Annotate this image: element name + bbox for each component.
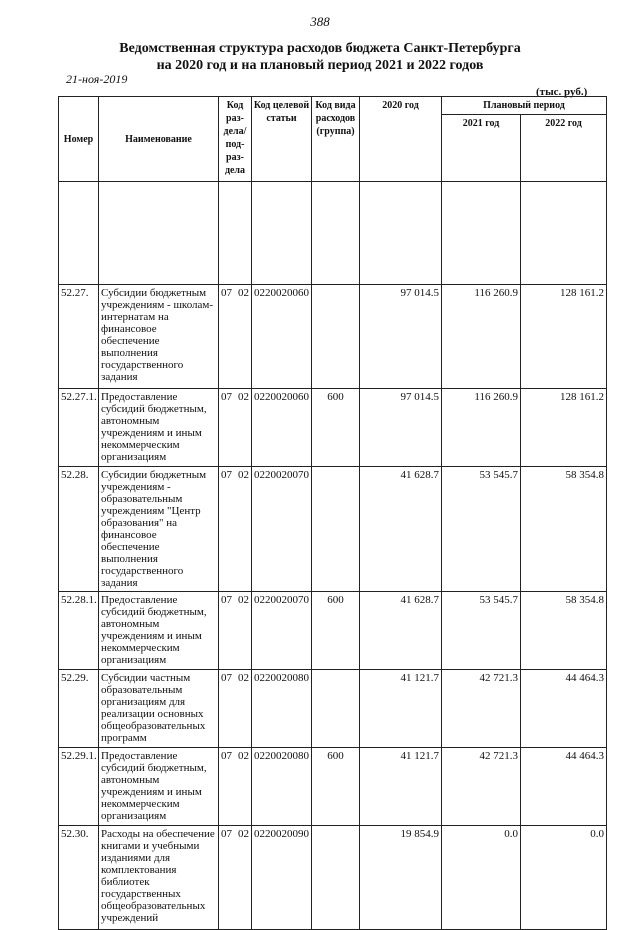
row-amount-2022: 44 464.3 bbox=[521, 670, 607, 748]
spacer-row bbox=[59, 182, 607, 285]
units-label: (тыс. руб.) bbox=[536, 86, 588, 98]
row-amount-2021: 53 545.7 bbox=[442, 467, 521, 592]
header-number: Номер bbox=[59, 97, 99, 182]
row-amount-2021: 116 260.9 bbox=[442, 389, 521, 467]
row-section-code bbox=[219, 670, 252, 748]
row-expense-type bbox=[312, 285, 360, 389]
row-section-code bbox=[219, 592, 252, 670]
row-amount-2020: 41 121.7 bbox=[360, 670, 442, 748]
row-razdel: 07 bbox=[221, 828, 232, 840]
budget-table bbox=[58, 96, 607, 930]
row-amount-2021: 53 545.7 bbox=[442, 592, 521, 670]
row-amount-2022: 128 161.2 bbox=[521, 285, 607, 389]
header-name: Наименование bbox=[99, 97, 219, 182]
row-amount-2020: 41 628.7 bbox=[360, 592, 442, 670]
row-name: Предоставление субсидий бюджетным, автономным учреждениям и иным некоммерческим организациям bbox=[99, 748, 219, 826]
row-number: 52.30. bbox=[59, 826, 99, 930]
row-section-code bbox=[219, 748, 252, 826]
header-expense-type: Код вида расходов (группа) bbox=[312, 97, 360, 182]
page-number: 388 bbox=[310, 14, 330, 29]
row-razdel: 07 bbox=[221, 750, 232, 762]
row-number: 52.28.1. bbox=[59, 592, 99, 670]
table-row bbox=[59, 670, 607, 748]
row-expense-type bbox=[312, 467, 360, 592]
row-number: 52.27.1. bbox=[59, 389, 99, 467]
row-section-code bbox=[219, 285, 252, 389]
row-expense-type: 600 bbox=[312, 748, 360, 826]
row-expense-type: 600 bbox=[312, 592, 360, 670]
row-name: Субсидии бюджетным учреждениям - школам-интернатам на финансовое обеспечение выполнения государственного задания bbox=[99, 285, 219, 389]
document-title bbox=[0, 40, 640, 74]
row-name: Предоставление субсидий бюджетным, автономным учреждениям и иным некоммерческим организациям bbox=[99, 389, 219, 467]
row-amount-2021: 42 721.3 bbox=[442, 670, 521, 748]
row-razdel: 07 bbox=[221, 469, 232, 481]
row-amount-2020: 97 014.5 bbox=[360, 285, 442, 389]
title-line-1: Ведомственная структура расходов бюджета Санкт-Петербурга bbox=[119, 41, 521, 56]
title-line-2: на 2020 год и на плановый период 2021 и 2022 годов bbox=[156, 58, 484, 73]
row-podrazdel: 02 bbox=[238, 469, 249, 481]
row-target-code: 0220020080 bbox=[252, 748, 312, 826]
row-amount-2021: 116 260.9 bbox=[442, 285, 521, 389]
row-target-code: 0220020080 bbox=[252, 670, 312, 748]
table-row bbox=[59, 826, 607, 930]
row-target-code: 0220020070 bbox=[252, 467, 312, 592]
row-expense-type bbox=[312, 826, 360, 930]
header-2021: 2021 год bbox=[442, 115, 521, 182]
row-razdel: 07 bbox=[221, 672, 232, 684]
row-target-code: 0220020060 bbox=[252, 285, 312, 389]
header-target-code: Код целевой статьи bbox=[252, 97, 312, 182]
row-podrazdel: 02 bbox=[238, 594, 249, 606]
row-name: Субсидии бюджетным учреждениям - образовательным учреждениям "Центр образования" на финансовое обеспечение выполнения государственного задания bbox=[99, 467, 219, 592]
row-amount-2020: 41 628.7 bbox=[360, 467, 442, 592]
row-podrazdel: 02 bbox=[238, 672, 249, 684]
row-amount-2020: 41 121.7 bbox=[360, 748, 442, 826]
row-target-code: 0220020070 bbox=[252, 592, 312, 670]
row-amount-2021: 42 721.3 bbox=[442, 748, 521, 826]
row-number: 52.29.1. bbox=[59, 748, 99, 826]
row-name: Субсидии частным образовательным организациям для реализации основных общеобразовательных программ bbox=[99, 670, 219, 748]
table-row bbox=[59, 748, 607, 826]
row-podrazdel: 02 bbox=[238, 287, 249, 299]
table-row bbox=[59, 467, 607, 592]
row-razdel: 07 bbox=[221, 594, 232, 606]
row-number: 52.28. bbox=[59, 467, 99, 592]
table-header-row bbox=[59, 97, 607, 115]
row-razdel: 07 bbox=[221, 287, 232, 299]
table-row bbox=[59, 389, 607, 467]
header-2022: 2022 год bbox=[521, 115, 607, 182]
row-amount-2020: 97 014.5 bbox=[360, 389, 442, 467]
header-section-code: Код раз- дела/ под- раз- дела bbox=[219, 97, 252, 182]
row-podrazdel: 02 bbox=[238, 391, 249, 403]
row-amount-2022: 44 464.3 bbox=[521, 748, 607, 826]
row-target-code: 0220020060 bbox=[252, 389, 312, 467]
header-2020: 2020 год bbox=[360, 97, 442, 182]
row-target-code: 0220020090 bbox=[252, 826, 312, 930]
row-amount-2022: 58 354.8 bbox=[521, 467, 607, 592]
row-number: 52.27. bbox=[59, 285, 99, 389]
row-amount-2021: 0.0 bbox=[442, 826, 521, 930]
row-podrazdel: 02 bbox=[238, 828, 249, 840]
row-amount-2022: 128 161.2 bbox=[521, 389, 607, 467]
table-row bbox=[59, 285, 607, 389]
row-amount-2022: 58 354.8 bbox=[521, 592, 607, 670]
row-podrazdel: 02 bbox=[238, 750, 249, 762]
row-number: 52.29. bbox=[59, 670, 99, 748]
row-section-code bbox=[219, 389, 252, 467]
row-amount-2022: 0.0 bbox=[521, 826, 607, 930]
row-section-code bbox=[219, 826, 252, 930]
row-razdel: 07 bbox=[221, 391, 232, 403]
document-date: 21-ноя-2019 bbox=[66, 72, 128, 86]
table-row bbox=[59, 592, 607, 670]
row-section-code bbox=[219, 467, 252, 592]
row-name: Предоставление субсидий бюджетным, автономным учреждениям и иным некоммерческим организациям bbox=[99, 592, 219, 670]
row-amount-2020: 19 854.9 bbox=[360, 826, 442, 930]
row-expense-type: 600 bbox=[312, 389, 360, 467]
row-expense-type bbox=[312, 670, 360, 748]
row-name: Расходы на обеспечение книгами и учебными изданиями для комплектования библиотек государственных общеобразовательных учреждений bbox=[99, 826, 219, 930]
header-plan-period: Плановый период bbox=[442, 97, 607, 115]
